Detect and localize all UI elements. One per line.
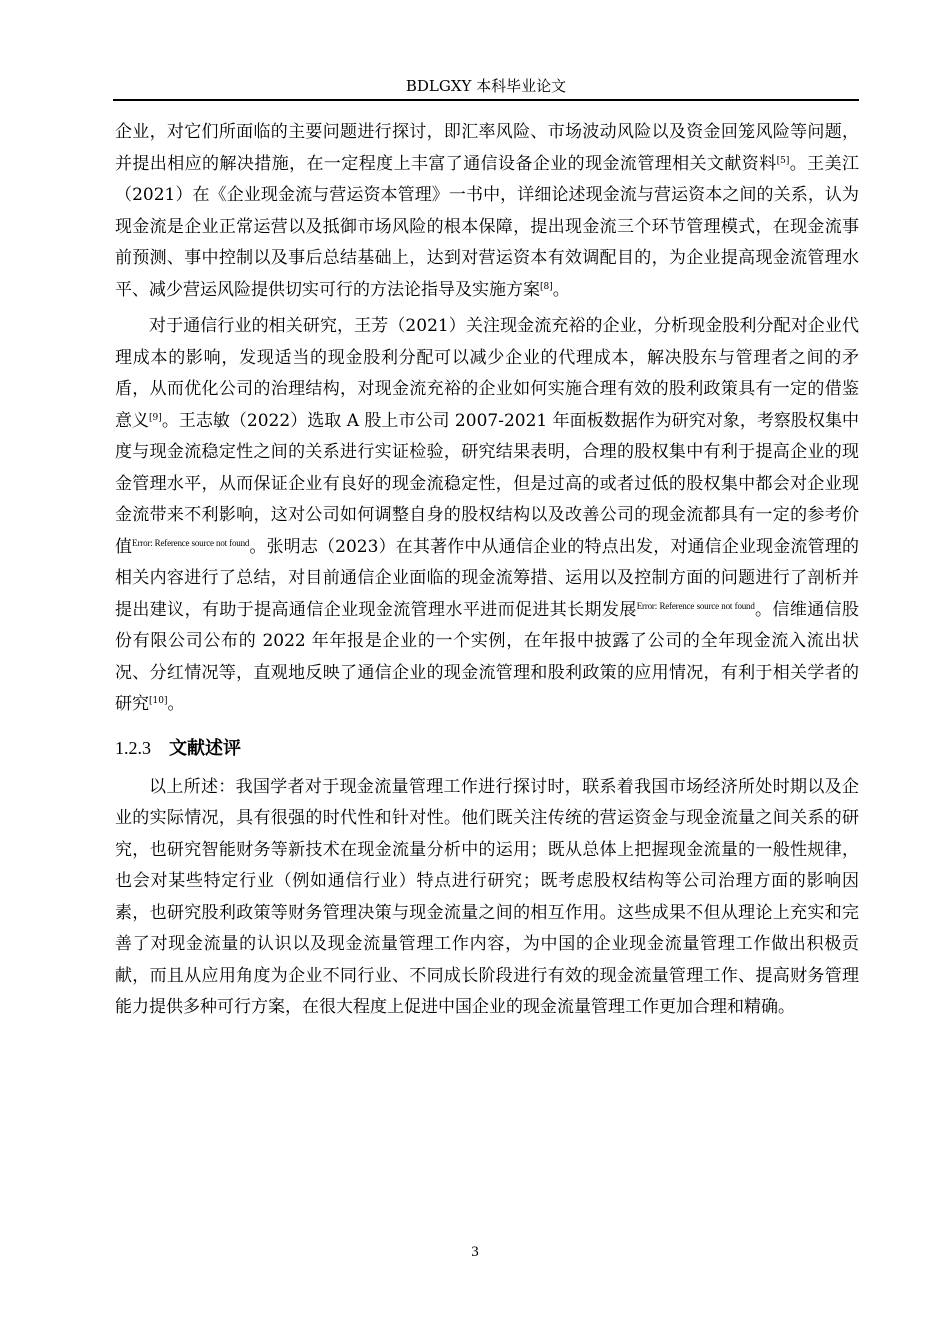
paragraph-3: 以上所述：我国学者对于现金流量管理工作进行探讨时，联系着我国市场经济所处时期以及企业的实际情况，具有很强的时代性和针对性。他们既关注传统的营运资金与现金流量之间关系的研究，也研究智能财务等新技术在现金流量分析中的运用；既从总体上把握现金流量的一般性规律，也会对某些特定行业（例如通信行业）特点进行研究；既考虑股权结构等公司治理方面的影响因素，也研究股利政策等财务管理决策与现金流量之间的相互作用。这些成果不但从理论上充实和完善了对现金流量的认识以及现金流量管理工作内容，为中国的企业现金流量管理工作做出积极贡献，而且从应用角度为企业不同行业、不同成长阶段进行有效的现金流量管理工作、提高财务管理能力提供多种可行方案，在很大程度上促进中国企业的现金流量管理工作更加合理和精确。: [115, 776, 859, 1017]
paragraph-2-text-d: 。信维通信股份有限公司公布的 2022 年年报是企业的一个实例，在年报中披露了公司的全年现金流入流出状况、分红情况等，直观地反映了通信企业的现金流管理和股利政策的应用情况，有利于相关学者的研究: [115, 599, 860, 714]
paragraph-2-text-a: 对于通信行业的相关研究，王芳（2021）关注现金流充裕的企业，分析现金股利分配对企业代理成本的影响，发现适当的现金股利分配可以减少企业的代理成本，解决股东与管理者之间的矛盾，从而优化公司的治理结构，对现金流充裕的企业如何实施合理有效的股利政策具有一定的借鉴意义: [115, 316, 859, 431]
paragraph-2-text-b: 。王志敏（2022）选取 A 股上市公司 2007-2021 年面板数据作为研究对象，考察股权集中度与现金流稳定性之间的关系进行实证检验，研究结果表明，合理的股权集中有利于提高企业的现金管理水平，从而保证企业有良好的现金流稳定性，但是过高的或者过低的股权集中都会对企业现金流带来不利影响，这对公司如何调整自身的股权结构以及改善公司的现金流都具有一定的参考价值: [115, 410, 859, 557]
paragraph-1-text-c: 。: [552, 279, 570, 300]
section-number: 1.2.3: [115, 737, 151, 758]
section-heading: [115, 735, 859, 762]
paragraph-2-text-e: 。: [167, 694, 185, 714]
citation-9: [9]: [149, 412, 162, 423]
citation-5: [5]: [776, 155, 790, 166]
paragraph-1: [115, 117, 859, 306]
reference-error-2: Error: Reference source not found: [636, 600, 755, 611]
paragraph-2-text-c: 。张明志（2023）在其著作中从通信企业的特点出发，对通信企业现金流管理的相关内容进行了总结，对目前通信企业面临的现金流筹措、运用以及控制方面的问题进行了剖析并提出建议，有助于提高通信企业现金流管理水平进而促进其长期发展: [115, 536, 859, 620]
citation-8: [8]: [540, 281, 553, 292]
document-body: [115, 117, 859, 1024]
citation-10: [10]: [149, 696, 168, 706]
paragraph-2: [115, 311, 859, 721]
reference-error-1: Error: Reference source not found: [132, 537, 250, 548]
paragraph-1-text-a: 企业，对它们所面临的主要问题进行探讨，即汇率风险、市场波动风险以及资金回笼风险等问题，并提出相应的解决措施，在一定程度上丰富了通信设备企业的现金流管理相关文献资料: [115, 122, 859, 174]
running-header: BDLGXY 本科毕业论文: [405, 77, 567, 95]
section-title: 文献述评: [169, 737, 241, 759]
header-rule: [113, 99, 859, 101]
page-number: 3: [471, 1244, 479, 1260]
paragraph-1-text-b: 。王美江（2021）在《企业现金流与营运资本管理》一书中，详细论述现金流与营运资本之间的关系，认为现金流是企业正常运营以及抵御市场风险的根本保障，提出现金流三个环节管理模式，在现金流事前预测、事中控制以及事后总结基础上，达到对营运资本有效调配目的，为企业提高现金流管理水平、减少营运风险提供切实可行的方法论指导及实施方案: [115, 153, 860, 300]
